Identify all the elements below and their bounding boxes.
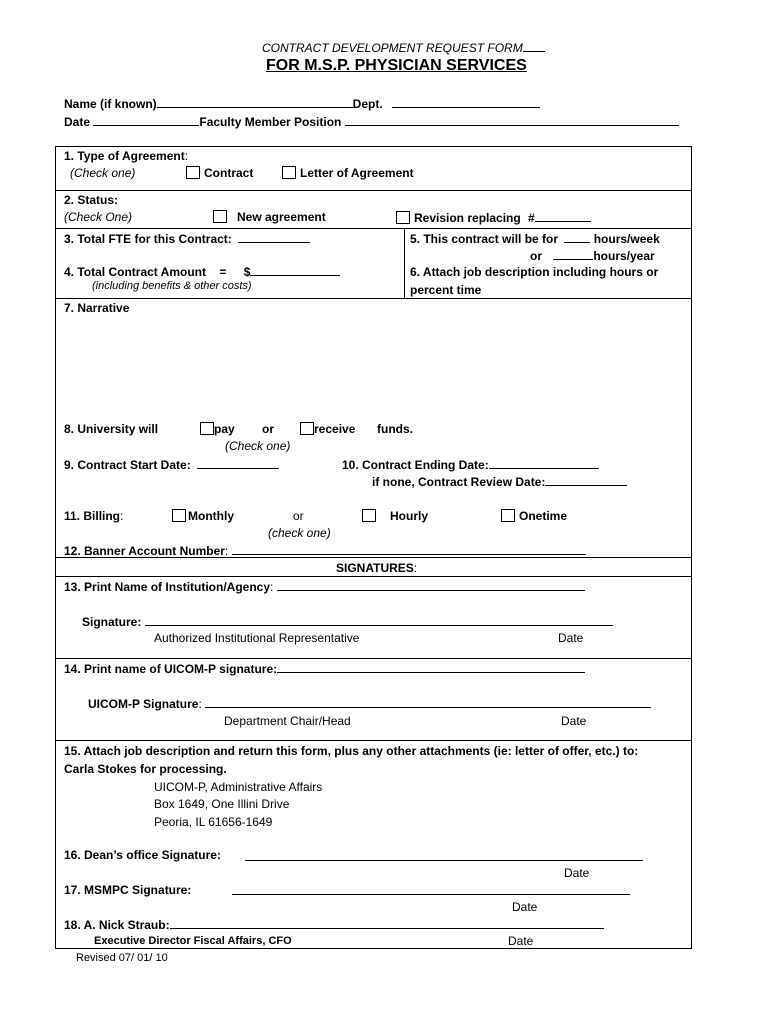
uicomp-name-row: 14. Print name of UICOM-P signature: — [64, 661, 585, 676]
status-label: 2. Status: — [64, 193, 119, 207]
revised-date: Revised 07/ 01/ 10 — [76, 952, 168, 964]
institution-signature-row: Signature: — [82, 614, 613, 629]
revision-option[interactable]: Revision replacing # — [396, 210, 591, 225]
dept-field[interactable] — [392, 96, 540, 108]
monthly-option[interactable]: Monthly — [172, 509, 234, 523]
pay-option[interactable]: pay — [200, 422, 235, 436]
return-instructions-line2: Carla Stokes for processing. — [64, 762, 227, 776]
pay-receive-hint: (Check one) — [225, 439, 291, 453]
letter-of-agreement-option[interactable]: Letter of Agreement — [282, 166, 414, 180]
address-line3: Peoria, IL 61656-1649 — [154, 815, 273, 829]
date-row: Date Faculty Member Position — [64, 114, 679, 129]
address-line1: UICOM-P, Administrative Affairs — [154, 780, 323, 794]
start-date-row: 9. Contract Start Date: — [64, 457, 279, 472]
monthly-checkbox[interactable] — [172, 509, 186, 522]
new-agreement-option[interactable]: New agreement — [213, 210, 326, 224]
receive-checkbox[interactable] — [300, 422, 314, 435]
return-instructions-line1: 15. Attach job description and return this form, plus any other attachments (ie: letter of offer, etc.) to: — [64, 744, 639, 758]
revision-checkbox[interactable] — [396, 211, 410, 224]
contract-hours-row: 5. This contract will be for hours/week — [410, 232, 660, 246]
name-row: Name (if known) Dept. — [64, 96, 540, 111]
billing-label: 11. Billing: — [64, 509, 124, 523]
dept-chair-caption: Department Chair/Head — [224, 714, 351, 728]
straub-signature-row: 18. A. Nick Straub: — [64, 917, 604, 932]
total-fte-row: 3. Total FTE for this Contract: — [64, 231, 310, 246]
status-hint: (Check One) — [64, 210, 133, 224]
revision-number-field[interactable] — [535, 210, 591, 222]
msmpc-signature-label: 17. MSMPC Signature: — [64, 883, 192, 897]
msmpc-date-label: Date — [512, 900, 538, 914]
uicomp-name-field[interactable] — [277, 661, 585, 673]
straub-date-label: Date — [508, 934, 534, 948]
uicomp-date-label: Date — [561, 714, 587, 728]
hourly-checkbox[interactable] — [362, 509, 376, 522]
uicomp-signature-row: UICOM-P Signature: — [88, 696, 651, 711]
attach-job-description-line2: percent time — [410, 283, 482, 297]
contract-option[interactable]: Contract — [186, 166, 253, 180]
amount-note: (including benefits & other costs) — [92, 280, 252, 292]
uicomp-signature-field[interactable] — [205, 696, 651, 708]
contract-hours-year-row: or hours/year — [530, 249, 655, 263]
type-of-agreement-label: 1. Type of Agreement: — [64, 149, 189, 163]
deans-signature-field[interactable] — [245, 849, 643, 864]
hourly-option[interactable]: Hourly — [362, 509, 428, 523]
date-field[interactable] — [93, 114, 199, 126]
onetime-option[interactable]: Onetime — [501, 509, 567, 523]
institution-name-field[interactable] — [277, 579, 585, 591]
start-date-field[interactable] — [197, 457, 279, 469]
check-one-hint: (Check one) — [70, 166, 136, 180]
billing-or: or — [293, 509, 304, 523]
narrative-area[interactable] — [62, 318, 682, 414]
narrative-label: 7. Narrative — [64, 301, 130, 315]
authorized-rep-caption: Authorized Institutional Representative — [154, 631, 360, 645]
address-line2: Box 1649, One Illini Drive — [154, 797, 290, 811]
straub-signature-field[interactable] — [170, 917, 604, 929]
straub-title: Executive Director Fiscal Affairs, CFO — [94, 935, 292, 947]
institution-name-row: 13. Print Name of Institution/Agency: — [64, 579, 585, 594]
attach-job-description-line1: 6. Attach job description including hours or — [410, 265, 659, 279]
faculty-position-field[interactable] — [345, 114, 679, 126]
institution-date-label: Date — [558, 631, 584, 645]
pay-checkbox[interactable] — [200, 422, 214, 435]
letter-of-agreement-checkbox[interactable] — [282, 166, 296, 179]
review-date-field[interactable] — [545, 474, 627, 486]
new-agreement-checkbox[interactable] — [213, 210, 227, 223]
hours-week-field[interactable] — [564, 231, 590, 243]
university-will-label: 8. University will — [64, 422, 159, 436]
receive-option[interactable]: receive — [300, 422, 355, 436]
end-date-field[interactable] — [489, 457, 599, 469]
funds-text: funds. — [377, 422, 413, 436]
msmpc-signature-field[interactable] — [232, 883, 630, 898]
billing-hint: (check one) — [268, 526, 331, 540]
form-subtitle: FOR M.S.P. PHYSICIAN SERVICES — [266, 57, 527, 74]
deans-signature-label: 16. Dean’s office Signature: — [64, 848, 221, 862]
contract-checkbox[interactable] — [186, 166, 200, 179]
total-fte-field[interactable] — [238, 231, 310, 243]
onetime-checkbox[interactable] — [501, 509, 515, 522]
or-text: or — [262, 422, 274, 436]
form-title: CONTRACT DEVELOPMENT REQUEST FORM — [262, 40, 545, 55]
signatures-heading: SIGNATURES: — [336, 561, 418, 575]
institution-signature-field[interactable] — [145, 614, 613, 626]
end-date-row: 10. Contract Ending Date: — [342, 457, 599, 472]
name-field[interactable] — [157, 96, 353, 108]
review-date-row: if none, Contract Review Date: — [372, 474, 627, 489]
hours-year-field[interactable] — [553, 248, 593, 260]
total-amount-field[interactable] — [250, 264, 340, 276]
banner-account-row: 12. Banner Account Number: — [64, 543, 586, 558]
banner-account-field[interactable] — [232, 543, 586, 555]
deans-date-label: Date — [564, 866, 590, 880]
total-amount-row: 4. Total Contract Amount = $ — [64, 264, 340, 279]
